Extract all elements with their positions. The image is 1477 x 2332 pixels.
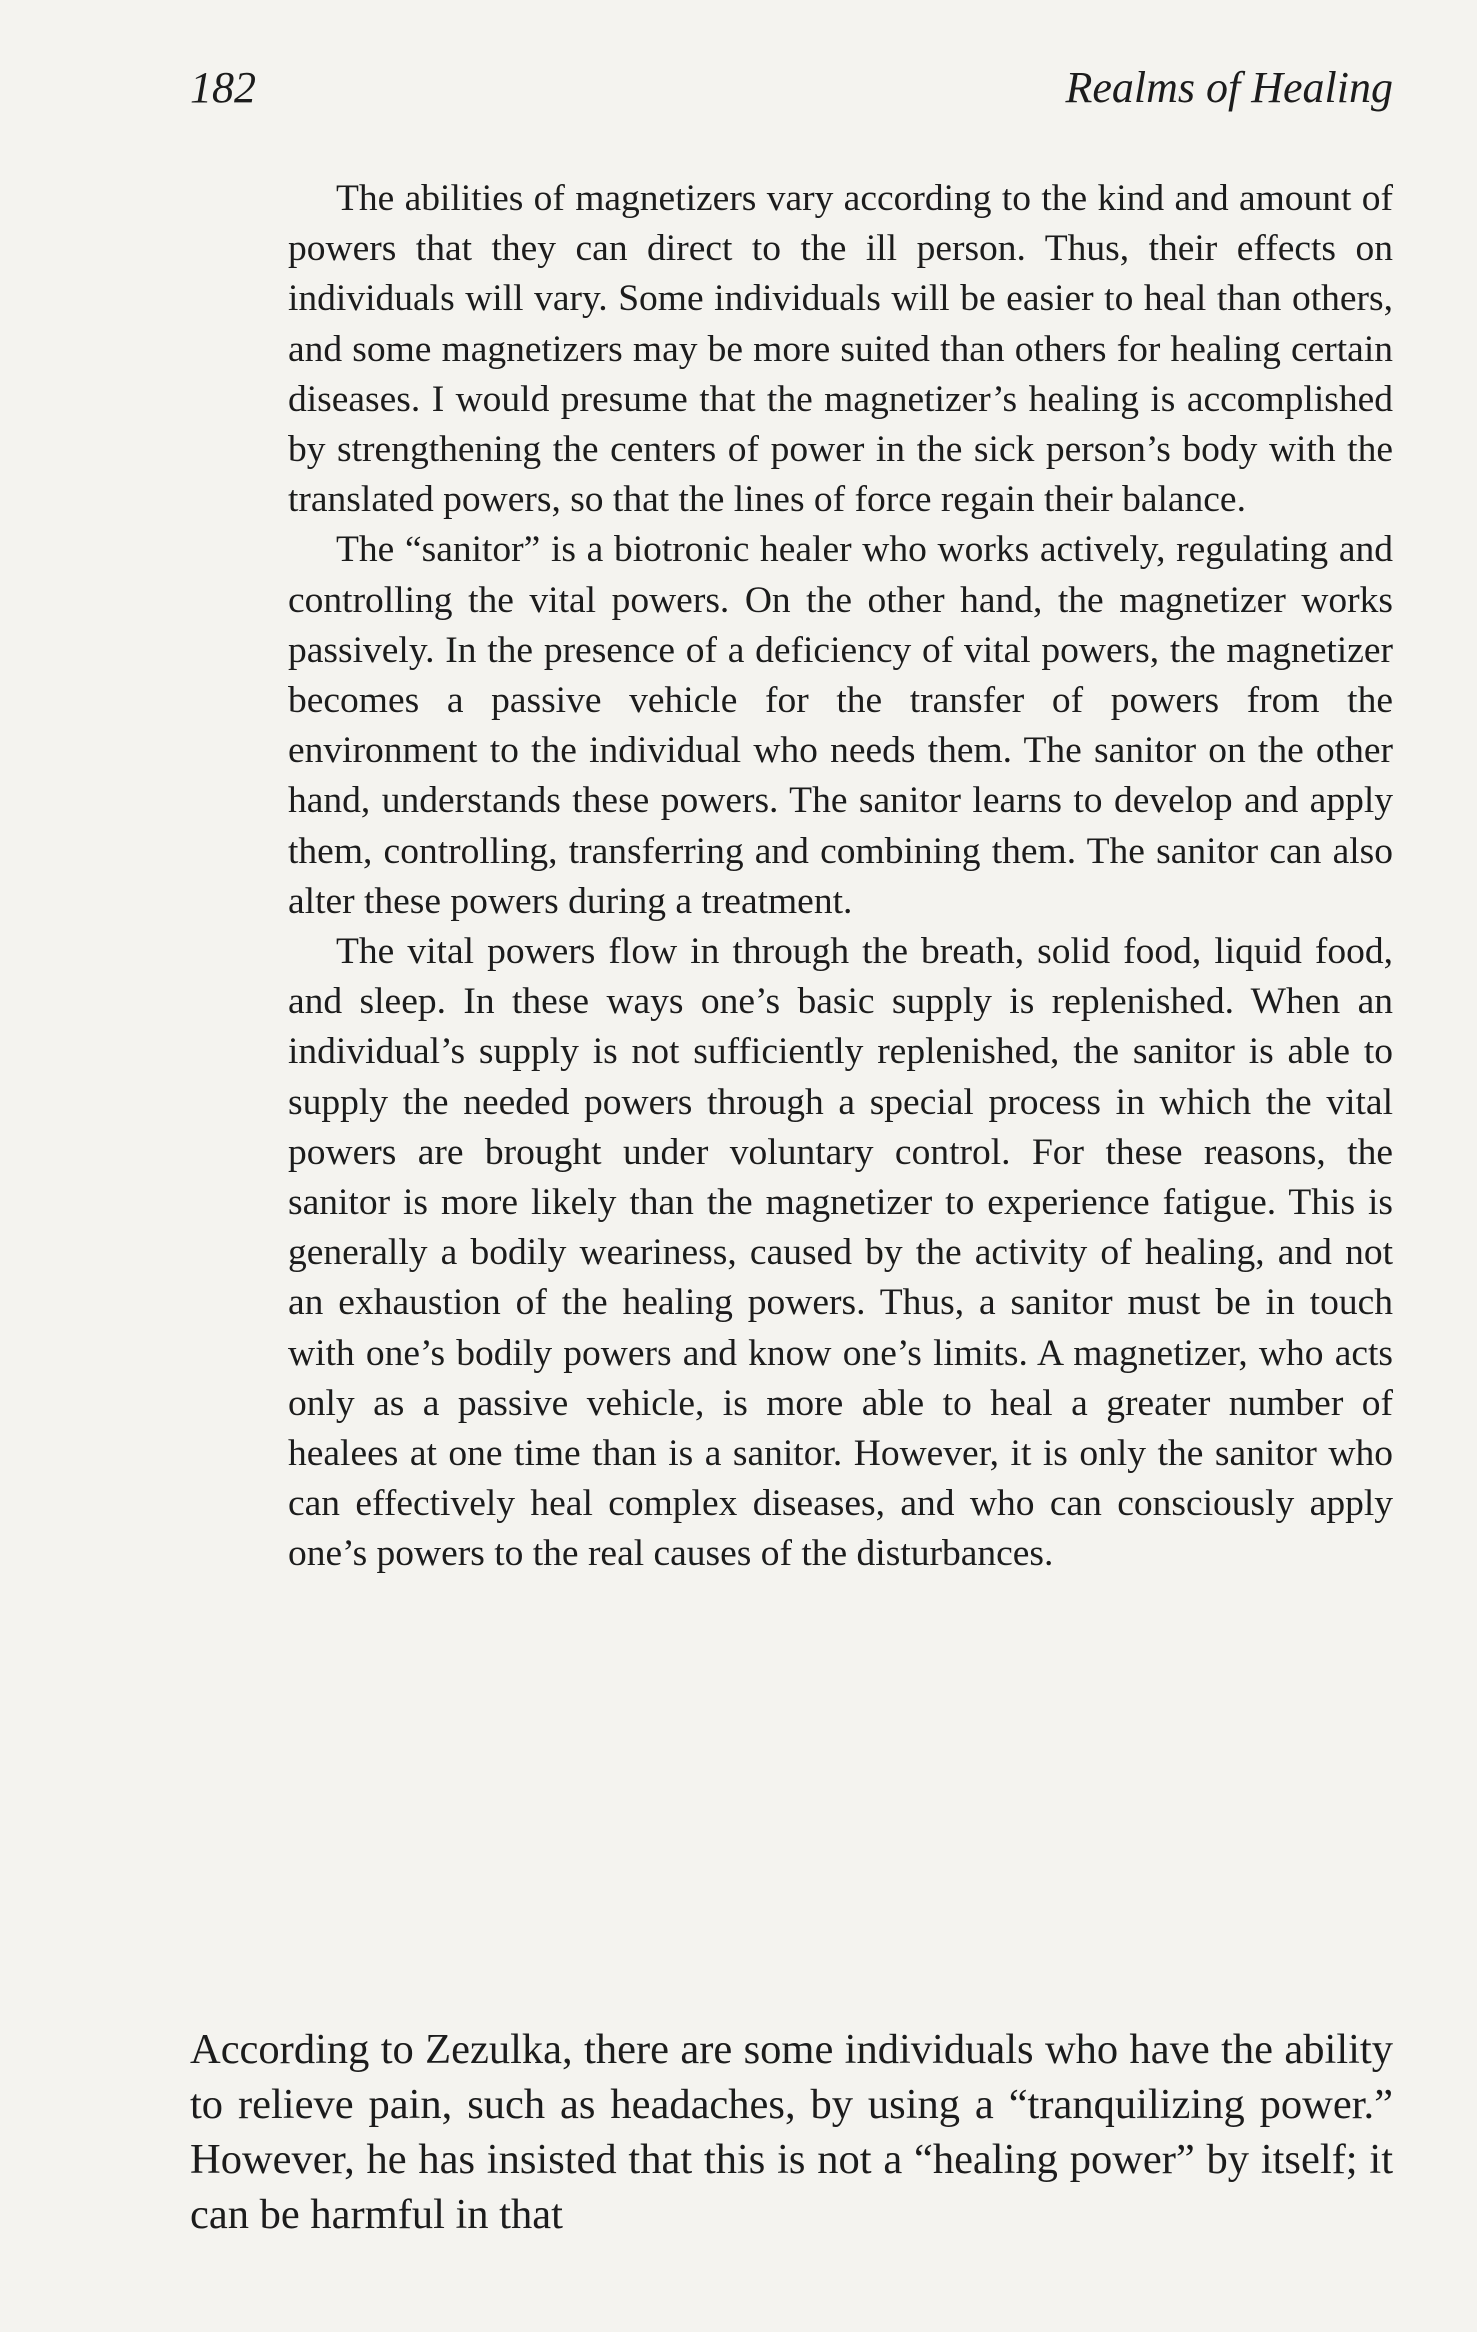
running-header [190, 58, 1393, 118]
quote-paragraph-3: The vital powers flow in through the breath, solid food, liquid food, and sleep. In these ways one’s basic supply is replenished. When an individual’s supply is not sufficiently replenished, the sanitor is able to supply the needed powers through a special process in which the vital powers are brought under voluntary control. For these reasons, the sanitor is more likely than the magnetizer to experience fatigue. This is generally a bodily weariness, caused by the activity of healing, and not an exhaustion of the healing powers. Thus, a sanitor must be in touch with one’s bodily powers and know one’s limits. A magnetizer, who acts only as a passive vehicle, is more able to heal a greater number of healees at one time than is a sanitor. However, it is only the sanitor who can effectively heal complex diseases, and who can consciously apply one’s powers to the real causes of the disturbances. [288, 931, 1393, 1575]
quote-paragraph-1: The abilities of magnetizers vary according to the kind and amount of powers that they can direct to the ill person. Thus, their effects on individuals will vary. Some individuals will be easier to heal than others, and some magnetizers may be more suited than others for healing certain diseases. I would presume that the magnetizer’s healing is accomplished by strengthening the centers of power in the sick person’s body with the translated powers, so that the lines of force regain their balance. [288, 178, 1393, 521]
running-title: Realms of Healing [1065, 63, 1393, 112]
page-number: 182 [190, 63, 256, 112]
body-paragraph: According to Zezulka, there are some individuals who have the ability to relieve pain, such as headaches, by using a “tranquilizing power.” However, he has insisted that this is not a “healing power” by itself; it can be harmful in that [190, 2026, 1393, 2238]
body-text [190, 2022, 1393, 2242]
block-quote [288, 174, 1393, 1580]
quote-paragraph-2: The “sanitor” is a biotronic healer who works actively, regulating and controlling the vital powers. On the other hand, the magnetizer works passively. In the presence of a deficiency of vital powers, the magnetizer becomes a passive vehicle for the transfer of powers from the environment to the individual who needs them. The sanitor on the other hand, understands these powers. The sanitor learns to develop and apply them, controlling, transferring and combining them. The sanitor can also alter these powers during a treatment. [288, 529, 1393, 922]
